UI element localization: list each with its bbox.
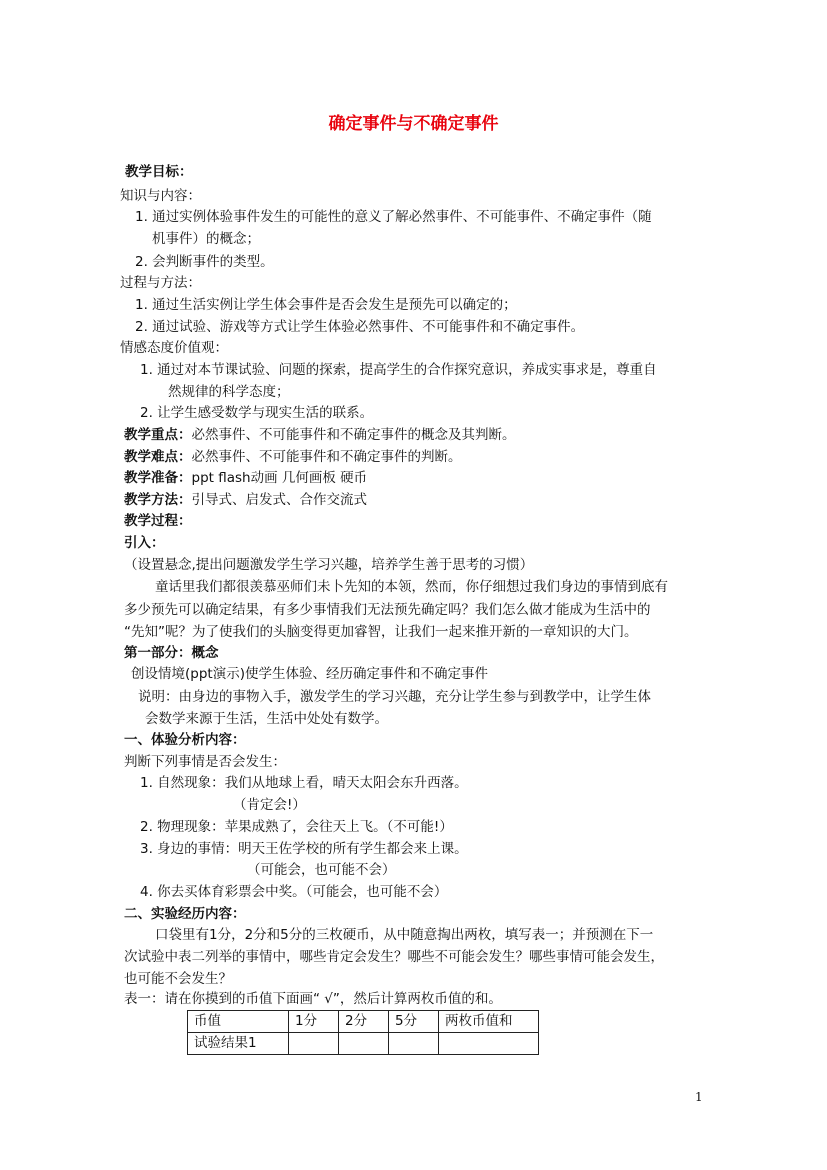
knowledge-heading: 知识与内容： — [120, 188, 201, 204]
objectives-heading: 教学目标： — [125, 164, 193, 180]
process-heading: 过程与方法： — [120, 275, 201, 291]
emotion-item-2: 2. 让学生感受数学与现实生活的联系。 — [140, 405, 374, 421]
section2-heading: 二、实验经历内容： — [124, 906, 246, 922]
process-item-1: 1. 通过生活实例让学生体会事件是否会发生是预先可以确定的； — [135, 297, 517, 313]
emotion-item-1: 1. 通过对本节课试验、问题的探索，提高学生的合作探究意识，养成实事求是，尊重自 — [140, 362, 657, 378]
section1-item-3-answer: （可能会，也可能不会） — [247, 862, 396, 878]
section1-item-1: 1. 自然现象：我们从地球上看，晴天太阳会东升西落。 — [140, 775, 468, 791]
intro-line-3: 多少预先可以确定结果，有多少事情我们无法预先确定吗？我们怎么做才能成为生活中的 — [124, 602, 651, 618]
table-header-cell: 两枚币值和 — [439, 1011, 539, 1033]
table-header-cell: 币值 — [188, 1011, 289, 1033]
intro-line-4: “先知”呢？为了使我们的头脑变得更加睿智，让我们一起来推开新的一章知识的大门。 — [124, 624, 638, 640]
table-cell — [289, 1033, 339, 1055]
teaching-method: 教学方法：引导式、启发式、合作交流式 — [124, 492, 367, 508]
teaching-prep: 教学准备：ppt flash动画 几何画板 硬币 — [124, 470, 368, 486]
emotion-heading: 情感态度价值观： — [120, 340, 228, 356]
intro-line-2: 童话里我们都很羡慕巫师们未卜先知的本领，然而，你仔细想过我们身边的事情到底有 — [155, 579, 668, 595]
section1-heading: 一、体验分析内容： — [124, 732, 246, 748]
difficult-point: 教学难点：必然事件、不可能事件和不确定事件的判断。 — [124, 449, 462, 465]
part1-heading: 第一部分：概念 — [124, 645, 219, 661]
section1-item-4: 4. 你去买体育彩票会中奖。（可能会，也可能不会） — [140, 884, 448, 900]
document-title: 确定事件与不确定事件 — [328, 114, 499, 134]
table-cell: 试验结果1 — [188, 1033, 289, 1055]
table-header-cell: 1分 — [289, 1011, 339, 1033]
table-header-cell: 2分 — [339, 1011, 389, 1033]
knowledge-item-1-cont: 机事件）的概念； — [152, 231, 260, 247]
table-1 — [187, 1010, 539, 1055]
teaching-process-heading: 教学过程： — [124, 513, 192, 529]
table-header-cell: 5分 — [389, 1011, 439, 1033]
part1-line-1: 创设情境(ppt演示)使学生体验、经历确定事件和不确定事件 — [131, 666, 488, 682]
section1-item-3: 3. 身边的事情：明天王佐学校的所有学生都会来上课。 — [140, 841, 468, 857]
intro-line-1: （设置悬念,提出问题激发学生学习兴趣，培养学生善于思考的习惯） — [124, 557, 534, 573]
table-row — [188, 1033, 539, 1055]
knowledge-item-2: 2. 会判断事件的类型。 — [135, 254, 274, 270]
section2-line-2: 次试验中表二列举的事情中，哪些肯定会发生？哪些不可能会发生？哪些事情可能会发生， — [124, 949, 664, 965]
table-cell — [339, 1033, 389, 1055]
table-cell — [439, 1033, 539, 1055]
section1-item-2: 2. 物理现象：苹果成熟了，会往天上飞。（不可能!） — [140, 819, 453, 835]
section2-line-3: 也可能不会发生？ — [124, 971, 232, 987]
emotion-item-1-cont: 然规律的科学态度； — [168, 384, 290, 400]
section2-line-1: 口袋里有1分，2分和5分的三枚硬币，从中随意掏出两枚，填写表一；并预测在下一 — [155, 927, 654, 943]
process-item-2: 2. 通过试验、游戏等方式让学生体验必然事件、不可能事件和不确定事件。 — [135, 319, 585, 335]
key-point: 教学重点：必然事件、不可能事件和不确定事件的概念及其判断。 — [124, 427, 516, 443]
table-header-row — [188, 1011, 539, 1033]
part1-line-2: 说明：由身边的事物入手，激发学生的学习兴趣，充分让学生参与到教学中，让学生体 — [138, 689, 651, 705]
page-number: 1 — [695, 1090, 703, 1104]
section1-item-1-answer: （肯定会!） — [233, 797, 306, 813]
table1-caption: 表一：请在你摸到的币值下面画“ √”，然后计算两枚币值的和。 — [124, 991, 502, 1007]
table-cell — [389, 1033, 439, 1055]
intro-heading: 引入： — [124, 535, 165, 551]
section1-intro: 判断下列事情是否会发生： — [124, 754, 286, 770]
knowledge-item-1: 1. 通过实例体验事件发生的可能性的意义了解必然事件、不可能事件、不确定事件（随 — [135, 209, 652, 225]
part1-line-3: 会数学来源于生活，生活中处处有数学。 — [145, 711, 388, 727]
